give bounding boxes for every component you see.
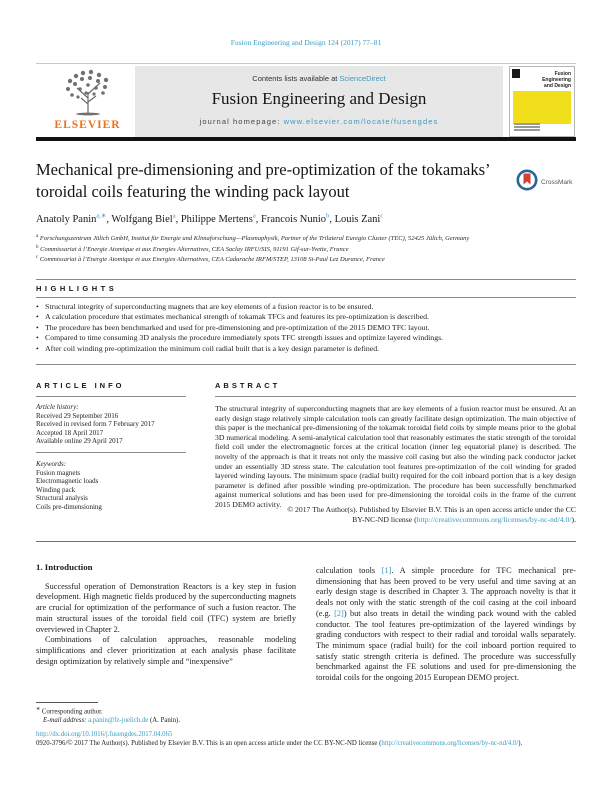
author: Louis Zani$^c$ [334, 212, 384, 225]
keyword: Structural analysis [36, 494, 88, 503]
affiliation: $^c$ Commissariat à l’Energie Atomique et aux Energies Alternatives, CEA Cadarache IRFM/STEP, 13108 St-Paul Lez Durance, France [36, 255, 385, 264]
divider [36, 297, 576, 298]
intro-paragraph-2: Combinations of calculation approaches, reasonable modeling simplifications and clever prioritization at each analysis phase facilitate design optimization by relatively simple and “inexpensive” [36, 635, 296, 666]
divider [36, 452, 186, 453]
footnote-email-line [36, 717, 296, 726]
homepage-line [135, 117, 503, 126]
abstract-heading: ABSTRACT [215, 381, 281, 390]
history-line: Available online 29 April 2017 [36, 437, 123, 446]
highlight-item: • Compared to time consuming 3D analysis the procedure immediately spots TFC strength issues and optimize layered windings. [36, 333, 576, 343]
elsevier-wordmark: ELSEVIER [54, 119, 121, 131]
affiliations [36, 233, 506, 265]
cover-corner-mark [512, 69, 520, 78]
highlights-list [36, 302, 576, 354]
doi-link[interactable]: http://dx.doi.org/10.1016/j.fusengdes.2017.04.065 [36, 731, 173, 738]
header-top-divider [36, 63, 576, 64]
affiliation: $^b$ Commissariat à l’Energie Atomique et aux Energies Alternatives, CEA Saclay IRFU/SIS, 91191 Gif-sur-Yvette, France [36, 244, 349, 253]
contents-prefix: Contents lists available at [252, 74, 338, 83]
email-label: E-mail address: [43, 717, 87, 725]
reference-1-link[interactable]: [1] [381, 566, 392, 575]
footnote-line1 [36, 706, 296, 717]
journal-homepage-link[interactable]: www.elsevier.com/locate/fusengdes [283, 117, 439, 126]
abstract-text: The structural integrity of superconducting magnets that are key elements of a fusion reactor must be ensured. At an early design stage relatively simple calculation tools can greatly facilitate design optimization. The main objective of this paper is the mechanical pre-dimensioning of the tokamak toroidal field coils by simple means prior to the global 3D numerical modeling. A semi-analytical calculation tool that reasonably estimates the static strength of the toroidal field coil under the electromagnetic forces at the critical location (inner leg equatorial plane) is described. The novelty of the approach is that it treats not only the massive coil casing but also the winding pack conductor jacket under an essentially 3D stress state. The calculation tool features pre-optimization of the coil winding for graded layered winding layouts. The minimum space (radial built) required for the coil inboard portion that is a key design parameter is defined after possible winding pre-optimization. The procedure has been successfully benchmarked against numerical solutions and has been used for pre-dimensioning the toroidal coils in the frame of the current 2015 DEMO activity. [215, 404, 576, 509]
cover-title-line1: Fusion Engineering [542, 71, 571, 83]
highlight-item: • Structural integrity of superconducting magnets that are key elements of a fusion reactor is to be ensured. [36, 302, 576, 312]
body-text: calculation tools [316, 566, 382, 575]
crossmark-label: CrossMark [541, 179, 573, 186]
header-black-bar [36, 137, 576, 141]
keyword: Winding pack [36, 485, 76, 494]
journal-citation: Fusion Engineering and Design 124 (2017) 77–81 [230, 38, 382, 47]
keyword: Electromagnetic loads [36, 477, 99, 486]
homepage-prefix: journal homepage: [199, 117, 281, 126]
article-info-heading: ARTICLE INFO [36, 381, 125, 390]
doi-line [36, 731, 576, 738]
author: Francois Nunio$^b$, [261, 212, 335, 225]
body-text: ) but also treats in detail the winding pack wound with the cabled conductor. The tool features pre-optimization of the layered windings by grading conductors with respect to their radial and toroidal walls separately. The minimum space (radial built) for the coil inboard portion required to satisfy static strength criteria is defined. The procedure was successfully benchmarked against the FE solutions and used for pre-dimensioning the toroidal coils for the ongoing 2015 European DEMO project. [316, 608, 576, 683]
intro-paragraph-1: Successful operation of Demonstration Reactors is a key step in fusion development. High magnetic fields produced by the superconducting magnets are crucial for optimization of the performance of such a fusion reactor. The main structural issues of the toroidal field coil (TFC) system are briefly overviewed in Chapter 2. [36, 581, 296, 634]
license-text: 0920-3796/© 2017 The Author(s). Published by Elsevier B.V. This is an open access article under the CC BY-NC-ND license ( [36, 740, 382, 747]
history-line: Received in revised form 7 February 2017 [36, 420, 155, 429]
history-line: Received 29 September 2016 [36, 411, 119, 420]
divider [36, 396, 186, 397]
license-prefix: BY-NC-ND license ( [352, 515, 417, 524]
journal-header [135, 66, 503, 137]
article-history [36, 403, 196, 446]
email-suffix: (A. Panin). [150, 717, 181, 725]
highlight-item: • The procedure has been benchmarked and used for pre-dimensioning and pre-optimization of the 2015 DEMO TFC layout. [36, 323, 576, 333]
corresponding-author-footnote [36, 706, 296, 726]
license-text-suffix: ). [518, 740, 523, 747]
cover-title [525, 71, 571, 89]
keywords-block [36, 460, 196, 512]
footnote-text: Corresponding author. [40, 708, 103, 716]
journal-title: Fusion Engineering and Design [211, 89, 427, 108]
keyword: Coils pre-dimensioning [36, 502, 102, 511]
divider [215, 396, 576, 397]
highlights-heading: HIGHLIGHTS [36, 284, 118, 293]
history-line: Accepted 18 April 2017 [36, 428, 104, 437]
body-text: . A simple procedure for TFC mechanical pre-dimensioning that has been proved to be very useful and time saving at an early design stage is described in Chapter 3. The approach novelty is that it deals not only with the static strength of the coil casing at the coil inboard (e.g. [316, 566, 576, 618]
divider [36, 541, 576, 542]
footnote-marker: ∗ [36, 707, 41, 712]
highlight-item: • A calculation procedure that estimates mechanical strength of tokamak TFCs and features its pre-optimization is described. [36, 312, 576, 322]
author-email-link[interactable]: a.panin@fz-juelich.de [88, 717, 149, 725]
author: Anatoly Panin$^{a,∗}$, [36, 212, 112, 225]
keywords-label: Keywords: [36, 460, 67, 468]
contents-line [135, 74, 503, 83]
elsevier-logo[interactable] [40, 66, 135, 137]
highlight-item: • After coil winding pre-optimization the minimum coil radial built that is a key design parameter is defined. [36, 344, 576, 354]
copyright-line1: © 2017 The Author(s). Published by Elsevier B.V. This is an open access article under the CC [287, 505, 576, 514]
crossmark-badge[interactable] [516, 169, 578, 196]
sciencedirect-link[interactable]: ScienceDirect [339, 74, 386, 83]
copyright-line2 [215, 515, 576, 524]
left-column [36, 562, 296, 667]
section-heading-introduction: 1. Introduction [36, 562, 93, 572]
cover-title-line2: and Design [544, 83, 571, 89]
author: Wolfgang Biel$^a$, [111, 212, 181, 225]
paper-title: Mechanical pre-dimensioning and pre-optimization of the tokamaks’ toroidal coils featuring the winding pack layout [36, 160, 490, 201]
elsevier-tree-icon [57, 103, 119, 120]
footer-license-link[interactable]: http://creativecommons.org/licenses/by-nc-nd/4.0/ [381, 740, 519, 747]
cover-yellow-panel [513, 91, 571, 124]
footnote-divider [36, 702, 98, 703]
reference-2-link[interactable]: [2] [334, 608, 344, 618]
journal-cover-thumbnail[interactable] [509, 66, 575, 137]
divider [36, 364, 576, 365]
affiliation: $^a$ Forschungszentrum Jülich GmbH, Institut für Energie und Klimaforschung—Plasmaphysik, Partner of the Trilateral Euregio Cluster (TEC), 52425 Jülich, Germany [36, 234, 470, 243]
author: Philippe Mertens$^a$, [180, 212, 262, 225]
authors-line [36, 211, 576, 225]
divider [36, 279, 576, 280]
keyword: Fusion magnets [36, 468, 81, 477]
cover-fineprint [514, 123, 540, 132]
right-column [316, 566, 576, 684]
article-history-label: Article history: [36, 403, 79, 411]
crossmark-icon [516, 169, 538, 196]
license-suffix: ). [571, 515, 576, 524]
license-line [36, 740, 576, 749]
cc-license-link[interactable]: http://creativecommons.org/licenses/by-nc-nd/4.0/ [416, 515, 572, 524]
